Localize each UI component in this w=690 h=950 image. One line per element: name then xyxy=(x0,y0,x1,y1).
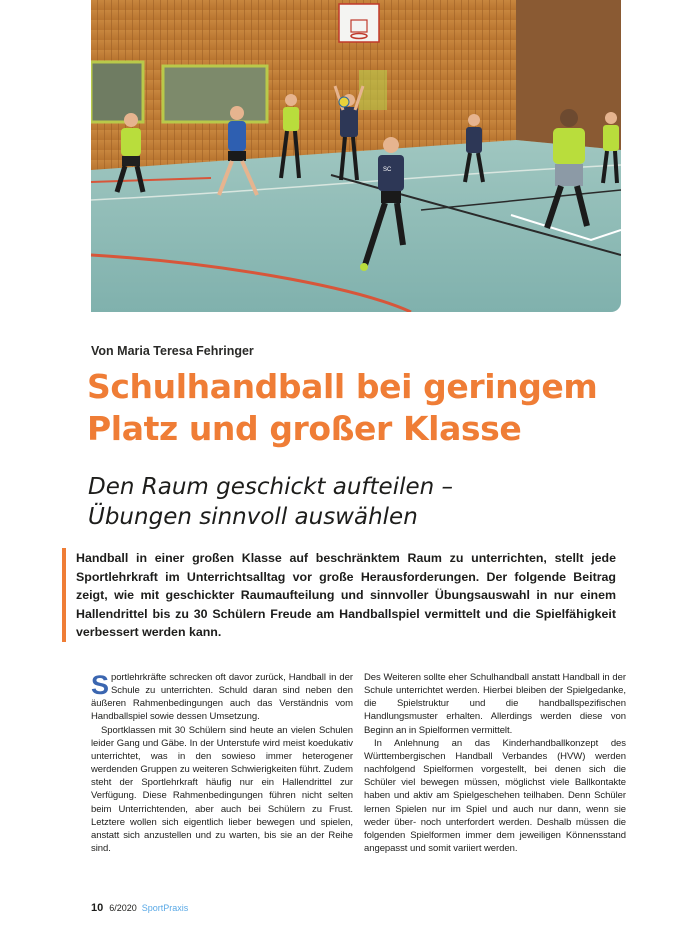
handball-ball xyxy=(339,97,349,107)
issue-label: 6/2020 xyxy=(109,903,137,913)
magazine-name: SportPraxis xyxy=(141,903,189,913)
byline: Von Maria Teresa Fehringer xyxy=(91,344,254,358)
body-paragraph: Des Weiteren sollte eher Schulhandball anstatt Handball in der Schule unterrichtet werden. Hierbei bleiben der Spielgedanke, die Spielstruktur und die handballspezifischen Handlungsmuster erhalten. Allerdings werden diese von Beginn an in Spielformen vermittelt. xyxy=(364,672,626,736)
article-title-line: Platz und großer Klasse xyxy=(87,409,522,448)
article-lead: Handball in einer großen Klasse auf beschränktem Raum zu unterrichten, stellt jede Sportlehrkraft im Unterrichtsalltag vor große Herausforderungen. Der folgende Beitrag zeigt, wie mit geschickter Raumaufteilung und sinnvoller Übungsauswahl in nur einem Hallendrittel bis zu 30 Schülern Freude am Handballspiel vermittelt und die Spielfähigkeit verbessert werden kann. xyxy=(76,551,616,640)
body-paragraph: Sportklassen mit 30 Schülern sind heute an vielen Schulen leider Gang und Gäbe. In der Unterstufe wird meist koedukativ unterrichtet, was in den sowieso immer heterogener werdenden Gruppen zu weiteren Schwierigkeiten führt. Zudem steht der Sportlehrkraft häufig nur ein Hallendrittel zur Verfügung. Diese Rahmenbedingungen führen nicht selten beim Unterrichtenden, aber auch bei Schülern zu Frust. Letztere wollen sich eigentlich lieber bewegen und spielen, anstatt sich anzustellen und zu warten, bis sie an der Reihe sind. xyxy=(91,724,353,855)
body-column-left xyxy=(91,671,353,855)
body-paragraph: In Anlehnung an das Kinderhandballkonzept des Württembergischen Handball Verbandes (HVW) werden nachfolgend Spielformen vorgestellt, bei denen sich die Schüler viel bewegen müssen, möglichst viele Ballkontakte haben und aktiv am Spielgeschehen teilhaben. Denn Schüler lernen Spielen nur im Spiel und auch nur dann, wenn sie weder über- noch unterfordert werden. Deshalb müssen die folgenden Spielformen immer dem jeweiligen Könnensstand angepasst und somit variiert werden. xyxy=(364,737,626,855)
body-paragraph xyxy=(91,671,353,724)
gym-window xyxy=(163,66,267,122)
body-column-right xyxy=(364,671,626,855)
article-subtitle-line: Den Raum geschickt aufteilen – xyxy=(88,474,454,500)
article-photo xyxy=(91,0,621,312)
gym-window xyxy=(91,62,143,122)
article-title xyxy=(87,366,677,450)
page-number: 10 xyxy=(91,902,104,914)
lead-accent-bar xyxy=(62,548,66,642)
article-subtitle xyxy=(88,472,648,532)
drop-cap: S xyxy=(91,670,109,700)
body-paragraph-text: portlehrkräfte schrecken oft davor zurück, Handball in der Schule zu unterrichten. Schuld daran sind neben den äußeren Rahmenbedingungen auch das Verständnis vom Handballspiel sowie dessen Umsetzung. xyxy=(91,672,353,723)
basketball-board xyxy=(339,4,379,42)
page-footer xyxy=(91,902,188,914)
article-subtitle-line: Übungen sinnvoll auswählen xyxy=(88,504,418,530)
article-title-line: Schulhandball bei geringem xyxy=(87,367,598,406)
svg-text:SC: SC xyxy=(383,167,392,173)
